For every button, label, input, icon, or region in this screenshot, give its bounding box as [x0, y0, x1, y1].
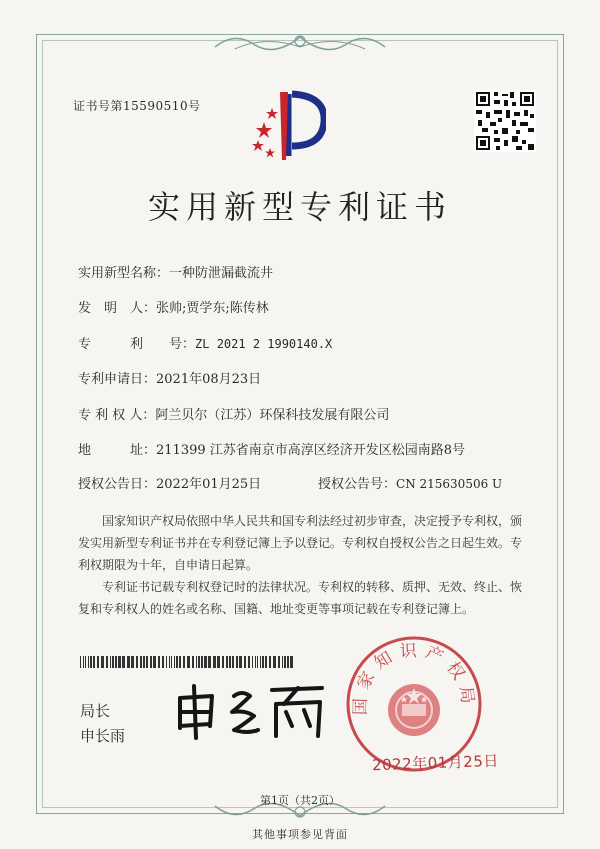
statement-paragraph-2: 专利证书记载专利权登记时的法律状况。专利权的转移、质押、无效、终止、恢复和专利权人的姓名或名称、国籍、地址变更等事项记载在专利登记簿上。: [78, 580, 523, 616]
patentee-row: [78, 404, 389, 423]
field-value: CN 215630506 U: [396, 477, 503, 491]
field-value: ZL 2021 2 1990140.X: [195, 337, 333, 351]
field-label: 授权公告号：: [318, 477, 397, 492]
signatory-title: 局长: [80, 702, 111, 720]
field-label: 地 址：: [78, 443, 157, 458]
field-label: 授权公告日：: [78, 477, 157, 492]
svg-text:国家知识产权局: 国家知识产权局: [350, 640, 478, 716]
statement-paragraph-1: 国家知识产权局依照中华人民共和国专利法经过初步审查，决定授予专利权，颁发实用新型专利证书并在专利登记簿上予以登记。专利权自授权公告之日起生效。专利权期限为十年，自申请日起算。: [78, 514, 523, 572]
utility-model-name-row: [78, 262, 273, 281]
field-label: 实用新型名称：: [78, 266, 170, 281]
field-value: 张帅;贾学东;陈传林: [156, 301, 269, 316]
certificate-number: 证书号第15590510号: [73, 99, 201, 113]
back-side-note: 其他事项参见背面: [252, 828, 348, 841]
signatory-name: 申长雨: [80, 727, 126, 745]
grant-number-row: [318, 473, 502, 492]
cnipa-logo-icon: [246, 84, 326, 162]
seal-date: 2022年01月25日: [371, 751, 500, 775]
patent-number-row: [78, 333, 332, 352]
address-row: [78, 439, 465, 458]
page-number: 第1页（共2页）: [260, 794, 340, 807]
field-label: 发 明 人：: [78, 301, 157, 316]
filing-date-row: [78, 368, 261, 387]
barcode-icon: [80, 656, 296, 668]
field-value: 2021年08月23日: [156, 372, 262, 387]
field-label: 专 利 权 人：: [78, 408, 156, 423]
inventor-row: [78, 297, 269, 316]
field-label: 专利申请日：: [78, 372, 157, 387]
field-label: 专 利 号：: [78, 337, 196, 352]
grant-date-row: [78, 473, 261, 492]
field-value: 2022年01月25日: [156, 477, 262, 492]
field-value: 211399 江苏省南京市高淳区经济开发区松园南路8号: [156, 443, 466, 458]
certificate-title: 实用新型专利证书: [147, 188, 452, 226]
qr-code-icon: [474, 90, 536, 152]
top-ornament: [205, 27, 395, 57]
handwritten-signature-icon: [172, 682, 332, 740]
field-value: 阿兰贝尔（江苏）环保科技发展有限公司: [155, 408, 390, 423]
field-value: 一种防泄漏截流井: [169, 266, 274, 281]
